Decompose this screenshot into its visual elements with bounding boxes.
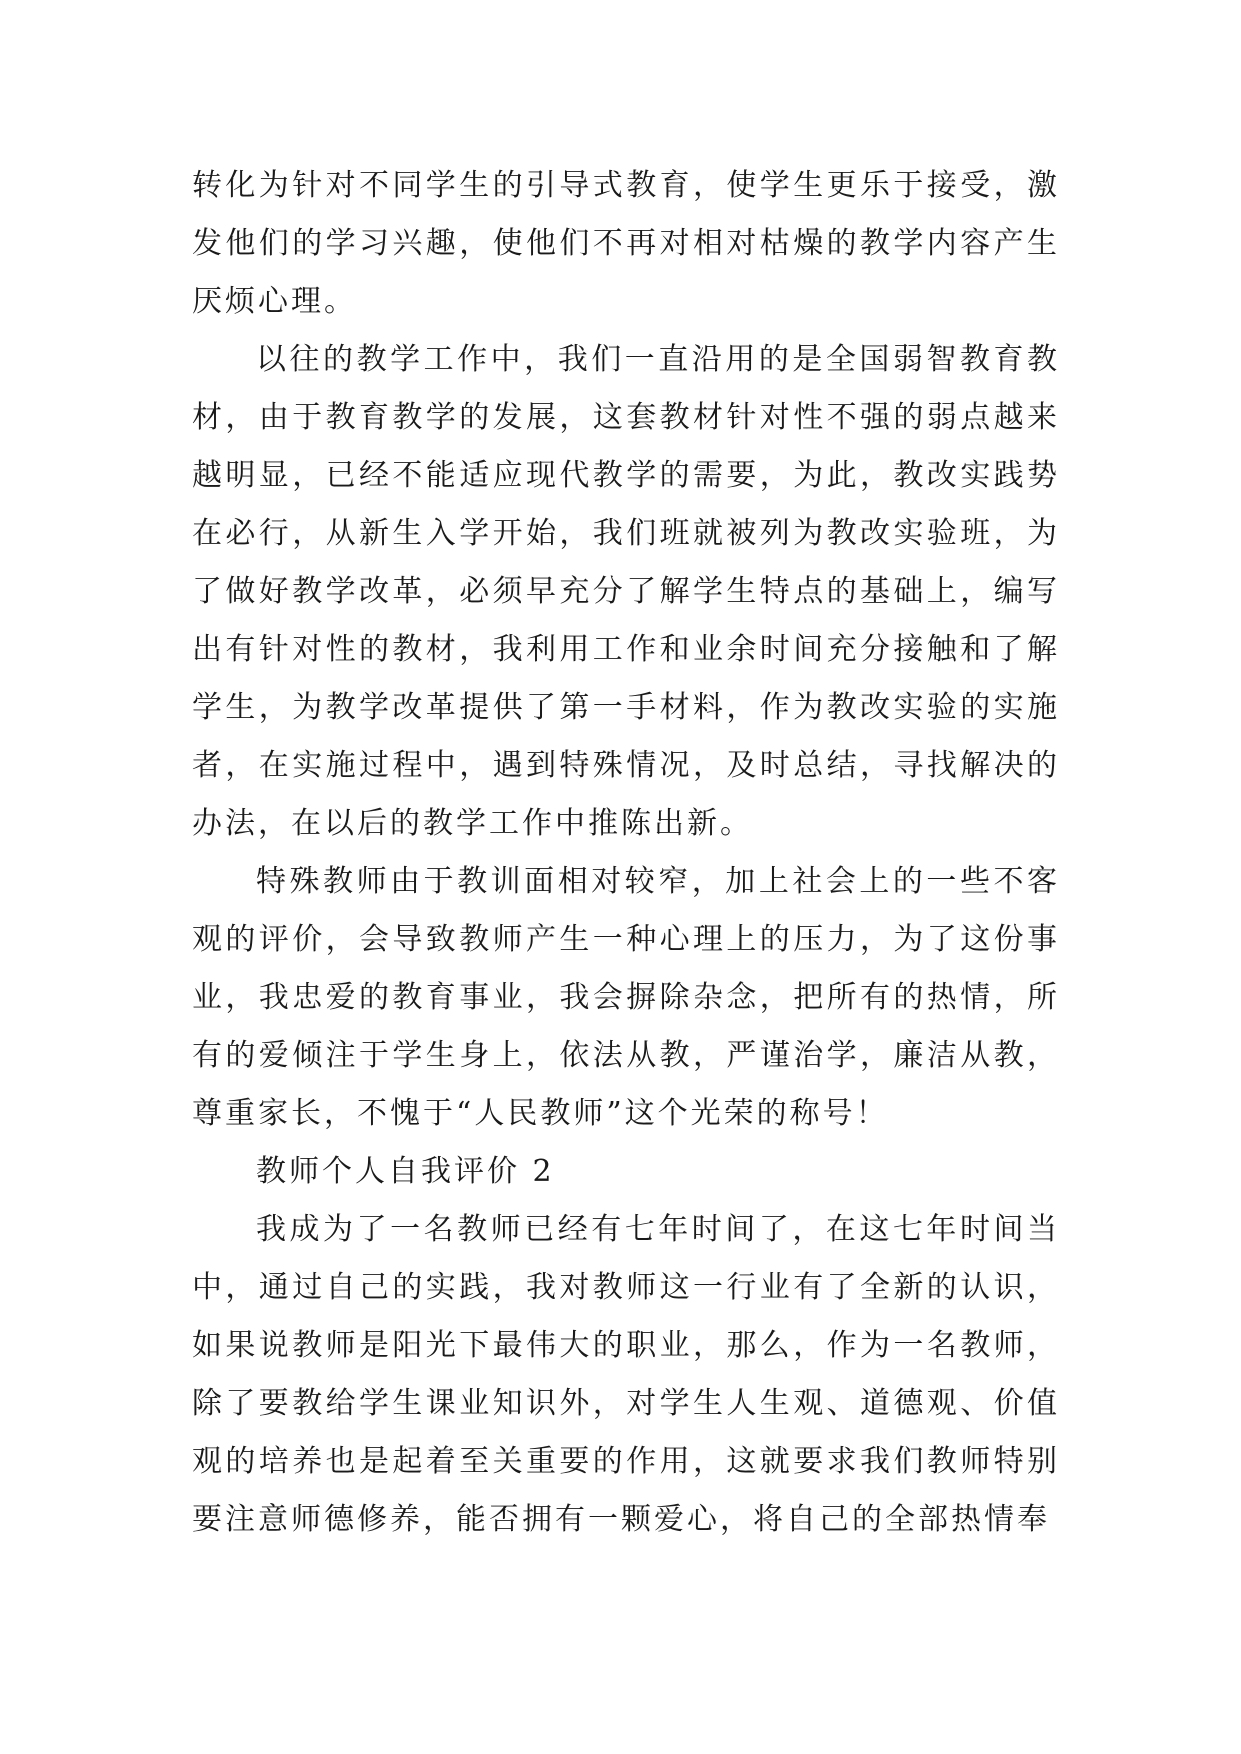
paragraph-3: 特殊教师由于教训面相对较窄，加上社会上的一些不客观的评价，会导致教师产生一种心理上的压力，为了这份事业，我忠爱的教育事业，我会摒除杂念，把所有的热情，所有的爱倾注于学生身上，依法从教，严谨治学，廉洁从教，尊重家长，不愧于“人民教师”这个光荣的称号！ [192,864,1060,1131]
paragraph-1: 转化为针对不同学生的引导式教育，使学生更乐于接受，激发他们的学习兴趣，使他们不再对相对枯燥的教学内容产生厌烦心理。 [192,168,1060,319]
section-heading: 教师个人自我评价 2 [256,1154,555,1189]
document-body [192,157,1060,1549]
paragraph-2: 以往的教学工作中，我们一直沿用的是全国弱智教育教材，由于教育教学的发展，这套教材针对性不强的弱点越来越明显，已经不能适应现代教学的需要，为此，教改实践势在必行，从新生入学开始，我们班就被列为教改实验班，为了做好教学改革，必须早充分了解学生特点的基础上，编写出有针对性的教材，我利用工作和业余时间充分接触和了解学生，为教学改革提供了第一手材料，作为教改实验的实施者，在实施过程中，遇到特殊情况，及时总结，寻找解决的办法，在以后的教学工作中推陈出新。 [192,342,1060,841]
paragraph-4: 我成为了一名教师已经有七年时间了，在这七年时间当中，通过自己的实践，我对教师这一行业有了全新的认识，如果说教师是阳光下最伟大的职业，那么，作为一名教师，除了要教给学生课业知识外，对学生人生观、道德观、价值观的培养也是起着至关重要的作用，这就要求我们教师特别要注意师德修养，能否拥有一颗爱心，将自己的全部热情奉 [192,1212,1060,1537]
